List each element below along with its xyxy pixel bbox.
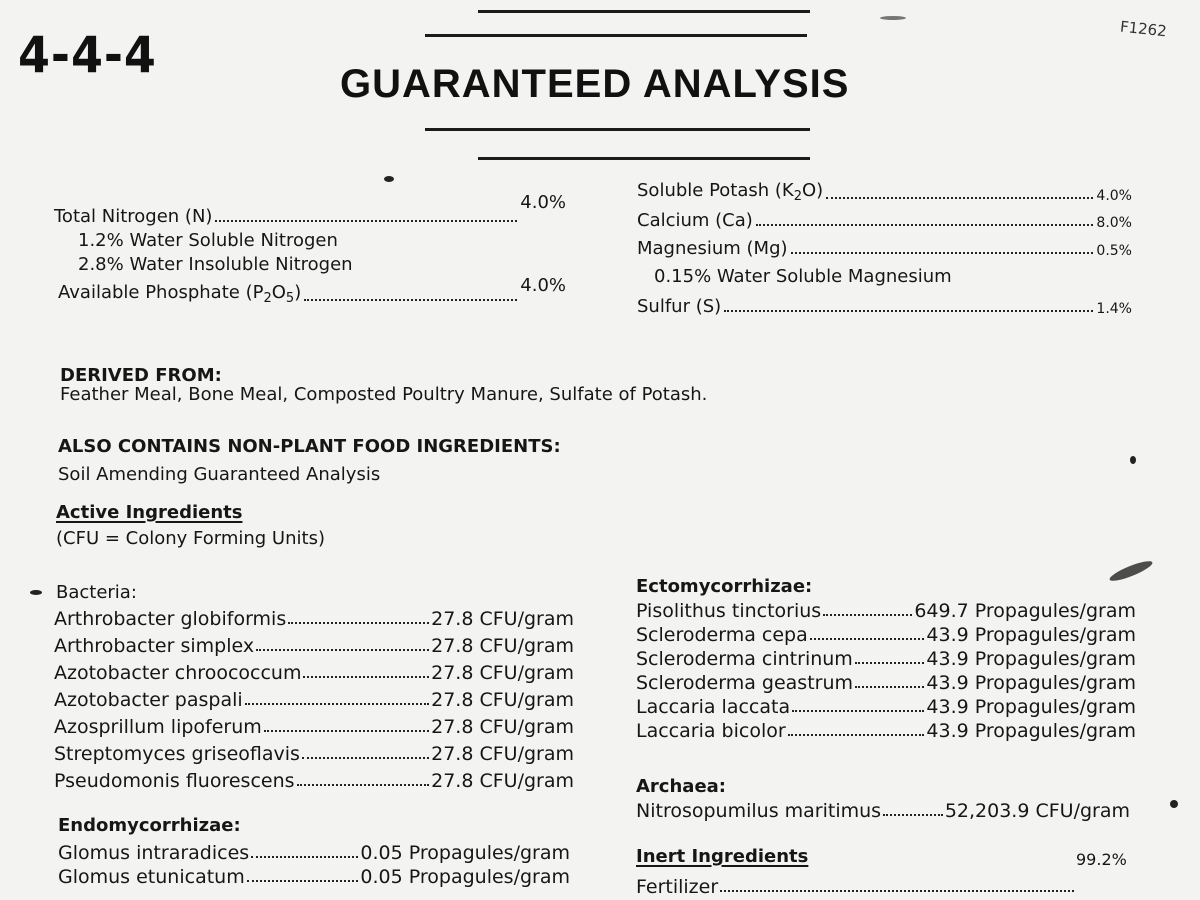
bacteria-name: Arthrobacter globiformis bbox=[54, 608, 287, 630]
leader-dots bbox=[792, 710, 924, 712]
endomycorrhizae-heading: Endomycorrhizae: bbox=[58, 815, 241, 836]
title-rule-top-2 bbox=[425, 34, 807, 37]
active-ingredients-note: (CFU = Colony Forming Units) bbox=[56, 528, 325, 549]
leader-dots bbox=[756, 224, 1094, 226]
ectomycorrhizae-row bbox=[636, 598, 1136, 622]
calcium-row bbox=[637, 210, 1132, 231]
bacteria-list bbox=[54, 603, 574, 792]
endomycorrhizae-row bbox=[58, 840, 570, 864]
leader-dots bbox=[855, 686, 924, 688]
bacteria-value: 27.8 CFU/gram bbox=[431, 662, 574, 684]
print-speck bbox=[1108, 558, 1154, 585]
ectomycorrhizae-list bbox=[636, 598, 1136, 742]
leader-dots bbox=[720, 890, 1074, 892]
sulfur-row bbox=[637, 296, 1132, 317]
ectomycorrhizae-row bbox=[636, 622, 1136, 646]
ectomycorrhizae-value: 43.9 Propagules/gram bbox=[926, 648, 1136, 670]
leader-dots bbox=[788, 734, 925, 736]
phosphate-label-text: Available Phosphate (P bbox=[58, 282, 264, 303]
leader-dots bbox=[288, 622, 429, 624]
print-speck bbox=[880, 16, 906, 20]
title-rule-top-1 bbox=[478, 10, 810, 13]
also-contains-text: Soil Amending Guaranteed Analysis bbox=[58, 464, 381, 485]
potash-value: 4.0% bbox=[1096, 188, 1132, 204]
leader-dots bbox=[304, 299, 517, 301]
endomycorrhizae-name: Glomus etunicatum bbox=[58, 866, 245, 888]
ectomycorrhizae-name: Pisolithus tinctorius bbox=[636, 600, 822, 622]
ectomycorrhizae-heading: Ectomycorrhizae: bbox=[636, 576, 813, 597]
ectomycorrhizae-value: 649.7 Propagules/gram bbox=[914, 600, 1136, 622]
bacteria-name: Azosprillum lipoferum bbox=[54, 716, 262, 738]
potash-subscript: 2 bbox=[793, 189, 802, 204]
calcium-value: 8.0% bbox=[1096, 215, 1132, 231]
leader-dots bbox=[256, 649, 429, 651]
bacteria-name: Arthrobacter simplex bbox=[54, 635, 255, 657]
inert-ingredients-value: 99.2% bbox=[1076, 850, 1127, 869]
bacteria-row bbox=[54, 657, 574, 684]
potash-label bbox=[637, 180, 823, 204]
bacteria-row bbox=[54, 738, 574, 765]
ectomycorrhizae-name: Laccaria bicolor bbox=[636, 720, 786, 742]
phosphate-subscript-1: 2 bbox=[263, 291, 272, 306]
bacteria-value: 27.8 CFU/gram bbox=[431, 608, 574, 630]
derived-from-text: Feather Meal, Bone Meal, Composted Poultry Manure, Sulfate of Potash. bbox=[60, 384, 708, 405]
fertilizer-grade: 4-4-4 bbox=[18, 26, 157, 84]
inert-ingredients-heading: Inert Ingredients bbox=[636, 846, 809, 867]
bacteria-value: 27.8 CFU/gram bbox=[431, 770, 574, 792]
page-title: GUARANTEED ANALYSIS bbox=[340, 62, 850, 106]
bacteria-value: 27.8 CFU/gram bbox=[431, 743, 574, 765]
potash-label-end: O) bbox=[802, 180, 824, 201]
phosphate-row bbox=[58, 272, 566, 306]
bacteria-name: Streptomyces griseoflavis bbox=[54, 743, 300, 765]
bacteria-name: Azotobacter chroococcum bbox=[54, 662, 302, 684]
derived-from-heading: DERIVED FROM: bbox=[60, 365, 222, 386]
leader-dots bbox=[724, 310, 1093, 312]
bacteria-heading: Bacteria: bbox=[56, 582, 137, 603]
bacteria-row bbox=[54, 684, 574, 711]
leader-dots bbox=[826, 197, 1093, 199]
magnesium-label: Magnesium (Mg) bbox=[637, 238, 788, 259]
ectomycorrhizae-name: Scleroderma geastrum bbox=[636, 672, 854, 694]
ectomycorrhizae-value: 43.9 Propagules/gram bbox=[926, 624, 1136, 646]
bacteria-row bbox=[54, 630, 574, 657]
archaea-value: 52,203.9 CFU/gram bbox=[944, 800, 1130, 822]
print-speck bbox=[384, 176, 394, 182]
ectomycorrhizae-name: Laccaria laccata bbox=[636, 696, 791, 718]
ectomycorrhizae-name: Scleroderma cepa bbox=[636, 624, 808, 646]
leader-dots bbox=[791, 252, 1094, 254]
calcium-label: Calcium (Ca) bbox=[637, 210, 753, 231]
leader-dots bbox=[883, 814, 943, 816]
total-nitrogen-label: Total Nitrogen (N) bbox=[54, 206, 213, 227]
bacteria-row bbox=[54, 603, 574, 630]
phosphate-value: 4.0% bbox=[520, 275, 566, 296]
leader-dots bbox=[303, 676, 429, 678]
leader-dots bbox=[251, 856, 358, 858]
active-ingredients-heading: Active Ingredients bbox=[56, 502, 243, 523]
ectomycorrhizae-row bbox=[636, 670, 1136, 694]
ectomycorrhizae-value: 43.9 Propagules/gram bbox=[926, 720, 1136, 742]
endomycorrhizae-value: 0.05 Propagules/gram bbox=[360, 866, 570, 888]
ectomycorrhizae-row bbox=[636, 694, 1136, 718]
endomycorrhizae-value: 0.05 Propagules/gram bbox=[360, 842, 570, 864]
magnesium-row bbox=[637, 238, 1132, 259]
title-rule-bottom-1 bbox=[425, 128, 810, 131]
leader-dots bbox=[823, 614, 912, 616]
archaea-heading: Archaea: bbox=[636, 776, 726, 797]
leader-dots bbox=[302, 757, 429, 759]
phosphate-subscript-2: 5 bbox=[285, 291, 295, 306]
water-soluble-magnesium: 0.15% Water Soluble Magnesium bbox=[654, 266, 952, 287]
ectomycorrhizae-value: 43.9 Propagules/gram bbox=[926, 696, 1136, 718]
endomycorrhizae-list bbox=[58, 840, 570, 888]
leader-dots bbox=[297, 784, 430, 786]
archaea-name: Nitrosopumilus maritimus bbox=[636, 800, 882, 822]
leader-dots bbox=[215, 220, 517, 222]
ectomycorrhizae-row bbox=[636, 718, 1136, 742]
inert-fertilizer-row bbox=[636, 872, 1076, 898]
ectomycorrhizae-row bbox=[636, 646, 1136, 670]
ectomycorrhizae-value: 43.9 Propagules/gram bbox=[926, 672, 1136, 694]
total-nitrogen-row bbox=[54, 192, 566, 227]
print-speck bbox=[1130, 456, 1136, 464]
ectomycorrhizae-name: Scleroderma cintrinum bbox=[636, 648, 853, 670]
bacteria-row bbox=[54, 765, 574, 792]
leader-dots bbox=[810, 638, 925, 640]
print-speck bbox=[1170, 800, 1178, 808]
bacteria-value: 27.8 CFU/gram bbox=[431, 716, 574, 738]
bacteria-value: 27.8 CFU/gram bbox=[431, 689, 574, 711]
bacteria-name: Pseudomonis fluorescens bbox=[54, 770, 295, 792]
leader-dots bbox=[247, 880, 359, 882]
label-code: F1262 bbox=[1119, 17, 1168, 41]
water-soluble-nitrogen: 1.2% Water Soluble Nitrogen bbox=[78, 230, 338, 251]
leader-dots bbox=[855, 662, 925, 664]
inert-fertilizer-label: Fertilizer bbox=[636, 876, 719, 898]
phosphate-label bbox=[58, 282, 301, 306]
total-nitrogen-value: 4.0% bbox=[520, 192, 566, 213]
magnesium-value: 0.5% bbox=[1096, 243, 1132, 259]
leader-dots bbox=[245, 703, 429, 705]
sulfur-label: Sulfur (S) bbox=[637, 296, 722, 317]
leader-dots bbox=[264, 730, 429, 732]
archaea-row bbox=[636, 796, 1130, 822]
endomycorrhizae-row bbox=[58, 864, 570, 888]
bacteria-row bbox=[54, 711, 574, 738]
archaea-list bbox=[636, 796, 1130, 822]
potash-label-text: Soluble Potash (K bbox=[637, 180, 794, 201]
bacteria-name: Azotobacter paspali bbox=[54, 689, 243, 711]
title-rule-bottom-2 bbox=[478, 157, 810, 160]
phosphate-label-end: ) bbox=[294, 282, 302, 303]
endomycorrhizae-name: Glomus intraradices bbox=[58, 842, 250, 864]
bacteria-value: 27.8 CFU/gram bbox=[431, 635, 574, 657]
sulfur-value: 1.4% bbox=[1096, 301, 1132, 317]
also-contains-heading: ALSO CONTAINS NON-PLANT FOOD INGREDIENTS: bbox=[58, 436, 561, 457]
water-insoluble-nitrogen: 2.8% Water Insoluble Nitrogen bbox=[78, 254, 353, 275]
print-speck bbox=[30, 590, 42, 595]
potash-row bbox=[637, 180, 1132, 204]
phosphate-label-mid: O bbox=[271, 282, 286, 303]
